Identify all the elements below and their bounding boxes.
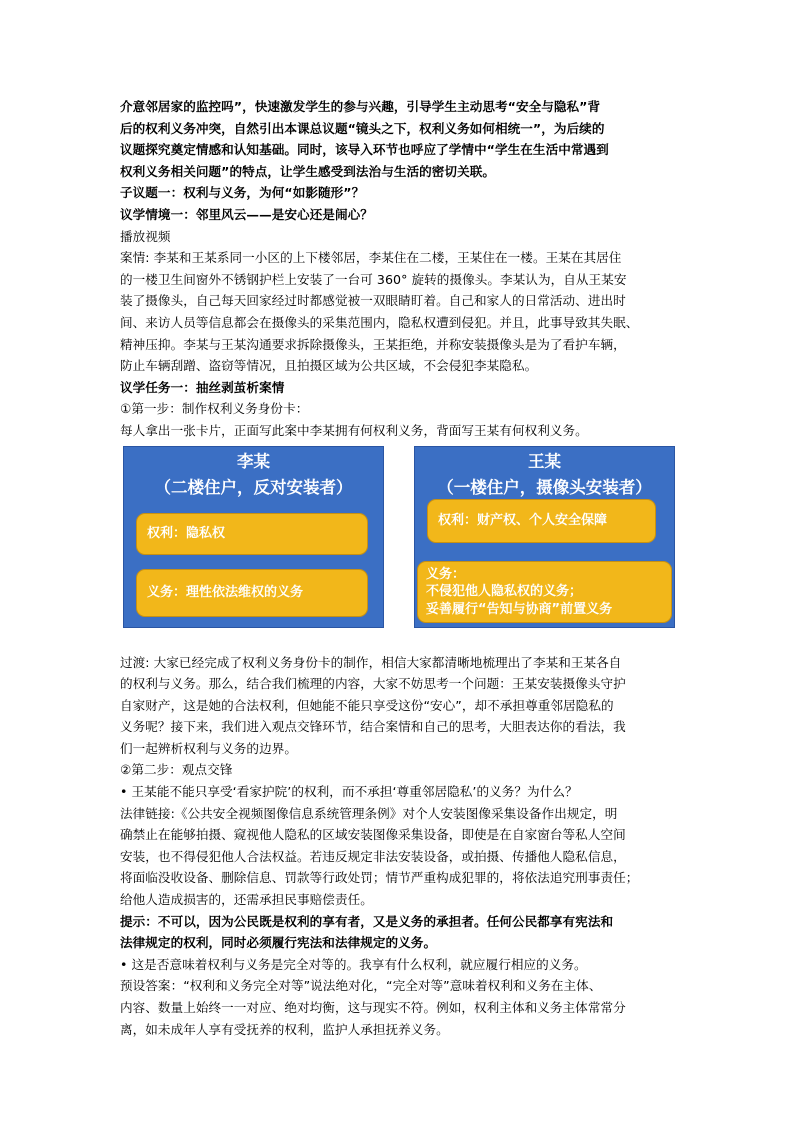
play-video-text: 播放视频 — [120, 228, 171, 244]
rights-text: 权利：隐私权 — [147, 525, 226, 541]
step2-heading: ②第二步：观点交锋 — [120, 762, 233, 778]
preset-answer-line: 预设答案：“权利和义务完全对等”说法绝对化，“完全对等”意味着权利和义务在主体、 — [120, 978, 602, 994]
law-line: 将面临没收设备、删除信息、罚款等行政处罚；情节严重构成犯罪的，将依法追究刑事责任； — [120, 870, 639, 886]
transition-line: 们一起辨析权利与义务的边界。 — [120, 740, 298, 756]
transition-line: 自家财产，这是她的合法权利，但她能不能只享受这份“安心”，却不承担尊重邻居隐私的 — [120, 697, 614, 713]
transition-line: 义务呢？接下来，我们进入观点交锋环节，结合案情和自己的思考，大胆表达你的看法，我 — [120, 719, 626, 735]
duties-text: 不侵犯他人隐私权的义务； — [426, 584, 583, 599]
case-line: 间、来访人员等信息都会在摄像头的采集范围内，隐私权遭到侵犯。并且，此事导致其失眠、 — [120, 314, 639, 330]
transition-line: 过渡: 大家已经完成了权利义务身份卡的制作，相信大家都清晰地梳理出了李某和王某各自 — [120, 654, 622, 670]
situation-heading: 议学情境一：邻里风云——是安心还是闹心？ — [120, 206, 373, 222]
case-line: 装了摄像头，自己每天回家经过时都感觉被一双眼睛盯着。自己和家人的日常活动、进出时 — [120, 293, 626, 309]
question-bullet: • 王某能不能只享受‘看家护院’的权利，而不承担‘尊重邻居隐私’的义务？为什么？ — [120, 784, 578, 800]
case-line: 精神压抑。李某与王某沟通要求拆除摄像头，王某拒绝，并称安装摄像头是为了看护车辆， — [120, 336, 626, 352]
duties-text: 义务： — [426, 566, 466, 582]
card-wang — [414, 446, 675, 628]
intro-paragraph-line: 后的权利义务冲突，自然引出本课总议题“镜头之下，权利义务如何相统一”，为后续的 — [120, 120, 605, 136]
preset-answer-line: 离，如未成年人享有受抚养的权利，监护人承担抚养义务。 — [120, 1021, 449, 1037]
intro-paragraph-line: 权利义务相关问题”的特点，让学生感受到法治与生活的密切关联。 — [120, 163, 495, 179]
hint-line: 法律规定的权利，同时必须履行宪法和法律规定的义务。 — [120, 935, 437, 951]
subtopic-heading: 子议题一：权利与义务，为何“如影随形”？ — [120, 185, 365, 201]
question-bullet: • 这是否意味着权利与义务是完全对等的。我享有什么权利，就应履行相应的义务。 — [120, 956, 587, 972]
document-page — [120, 96, 680, 1040]
duties-pill — [417, 561, 672, 623]
law-line: 确禁止在能够拍摄、窥视他人隐私的区域安装图像采集设备，即使是在自家窗台等私人空间 — [120, 827, 626, 843]
card-name: 李某 — [237, 451, 270, 471]
duties-text: 义务：理性依法维权的义务 — [147, 584, 304, 600]
intro-paragraph-line: 议题探究奠定情感和认知基础。同时，该导入环节也呼应了学情中“学生在生活中常遇到 — [120, 142, 609, 158]
card-li — [123, 446, 384, 628]
hint-line: 提示：不可以，因为公民既是权利的享有者，又是义务的承担者。任何公民都享有宪法和 — [120, 913, 614, 929]
transition-line: 的权利与义务。那么，结合我们梳理的内容，大家不妨思考一个问题：王某安装摄像头守护 — [120, 676, 626, 692]
rights-pill — [427, 499, 656, 543]
preset-answer-line: 内容、数量上始终一一对应、绝对均衡，这与现实不符。例如，权利主体和义务主体常常分 — [120, 1000, 626, 1015]
card-role: （二楼住户，反对安装者） — [154, 477, 353, 497]
task-heading: 议学任务一：抽丝剥茧析案情 — [120, 379, 285, 395]
rights-text: 权利：财产权、个人安全保障 — [438, 512, 608, 528]
law-line: 给他人造成损害的，还需承担民事赔偿责任。 — [120, 892, 373, 908]
step1-description: 每人拿出一张卡片，正面写此案中李某拥有何权利义务，背面写王某有何权利义务。 — [120, 422, 588, 438]
intro-paragraph-line: 介意邻居家的监控吗”，快速激发学生的参与兴趣，引导学生主动思考“安全与隐私”背 — [120, 99, 601, 114]
case-line: 案情: 李某和王某系同一小区的上下楼邻居，李某住在二楼，王某住在一楼。王某在其居住 — [120, 250, 622, 266]
duties-pill — [136, 569, 368, 617]
law-line: 法律链接:《公共安全视频图像信息系统管理条例》对个人安装图像采集设备作出规定，明 — [120, 805, 618, 821]
step1-heading: ①第一步：制作权利义务身份卡： — [120, 401, 309, 417]
card-role: （一楼住户，摄像头安装者） — [437, 477, 652, 497]
duties-text: 妥善履行“告知与协商”前置义务 — [426, 601, 613, 617]
rights-pill — [136, 513, 368, 555]
card-name: 王某 — [528, 451, 561, 471]
case-line: 的一楼卫生间窗外不锈钢护栏上安装了一台可 360° 旋转的摄像头。李某认为，自从王某安 — [120, 271, 627, 287]
law-line: 安装，也不得侵犯他人合法权益。若违反规定非法安装设备，或拍摄、传播他人隐私信息， — [120, 848, 626, 864]
identity-cards — [120, 446, 680, 646]
case-line: 防止车辆刮蹭、盗窃等情况，且拍摄区域为公共区域，不会侵犯李某隐私。 — [120, 358, 538, 374]
